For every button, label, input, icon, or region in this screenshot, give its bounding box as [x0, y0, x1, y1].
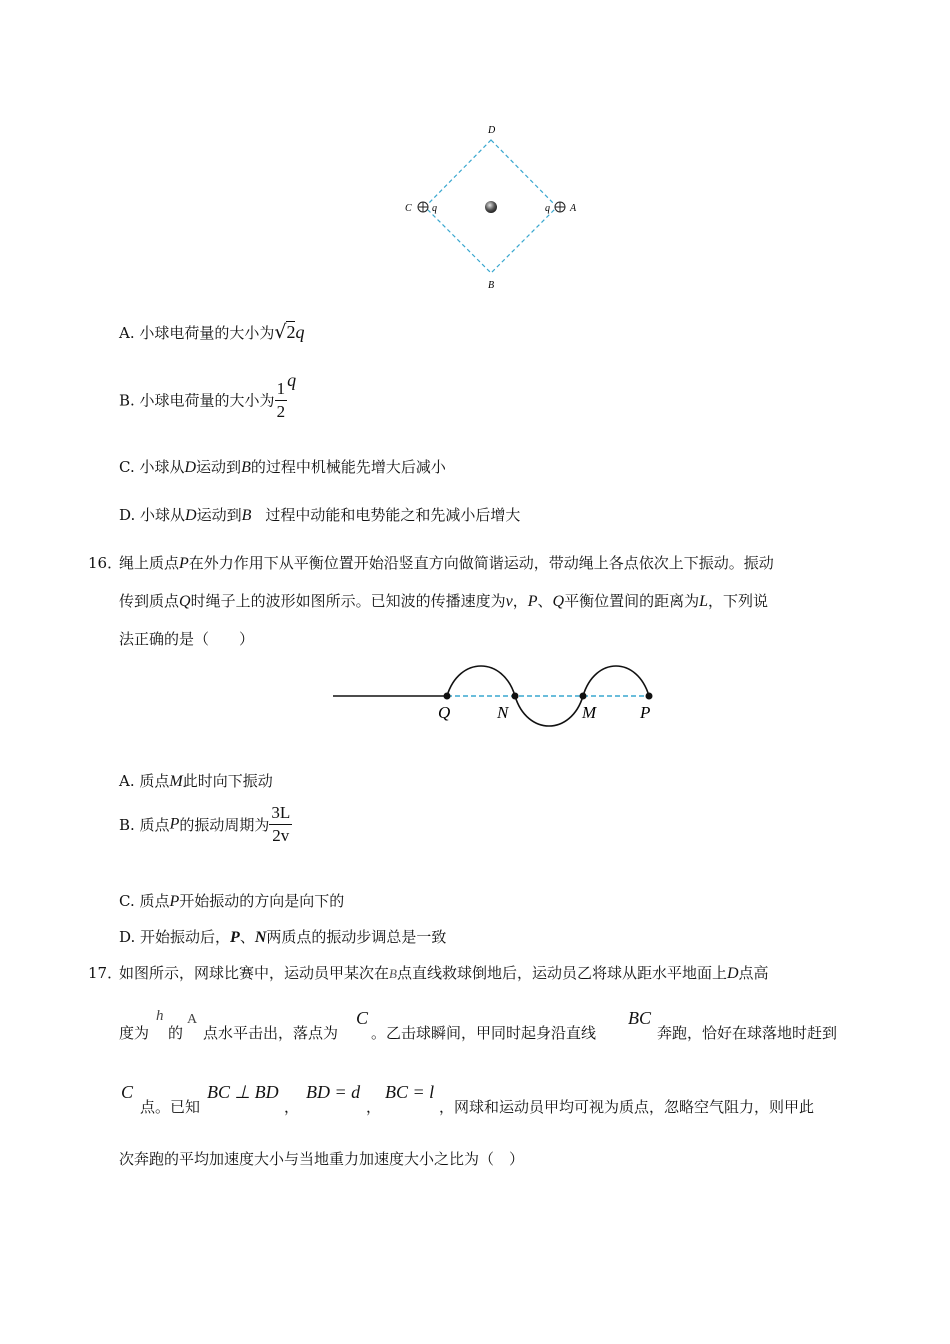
- eq-bc-l: BC = l: [385, 1082, 435, 1102]
- text: 平衡位置间的距离为: [564, 592, 700, 610]
- point-p: [646, 693, 653, 700]
- text: 度为: [119, 1024, 150, 1042]
- text: 传到质点: [119, 592, 180, 610]
- text: 的振动周期为: [179, 816, 270, 834]
- point-m: [580, 693, 587, 700]
- text: 的: [168, 1024, 184, 1042]
- frac-denominator: 2v: [272, 826, 290, 845]
- label-c: C: [405, 203, 412, 214]
- q15-option-c: [119, 456, 446, 477]
- q17-stem-line4: 次奔跑的平均加速度大小与当地重力加速度大小之比为（ ）: [119, 1150, 525, 1168]
- eq-bc-perp-bd: BC ⊥ BD: [207, 1082, 279, 1102]
- small-ball-icon: [485, 201, 497, 213]
- var-p: P: [230, 929, 240, 946]
- text: C. 质点: [119, 892, 170, 910]
- eq-bd-d: BD = d: [306, 1082, 361, 1102]
- var-h: h: [156, 1008, 164, 1024]
- var-q: Q: [552, 593, 565, 610]
- text: 运动到: [196, 506, 242, 524]
- q16-b-fraction: [269, 802, 292, 847]
- var-p: P: [169, 815, 180, 833]
- text: 点水平击出，落点为: [203, 1024, 339, 1042]
- var-b: B: [241, 459, 251, 476]
- text: 时绳子上的波形如图所示。已知波的传播速度为: [190, 592, 506, 610]
- var-p: P: [169, 893, 180, 910]
- charge-c-icon: [418, 202, 428, 212]
- text: 。乙击球瞬间，甲同时起身沿直线: [371, 1024, 597, 1042]
- sqrt-sign: √: [274, 321, 287, 343]
- var-m: M: [169, 773, 183, 790]
- text: 绳上质点: [119, 554, 180, 572]
- text: 、: [239, 928, 255, 946]
- var-d: D: [184, 459, 197, 476]
- var-d: D: [185, 507, 197, 524]
- q15-option-d: [119, 504, 520, 525]
- frac-denominator: 2: [276, 401, 286, 421]
- text: 奔跑，恰好在球落地时赶到: [657, 1024, 838, 1042]
- var-p: P: [527, 593, 538, 610]
- frac-numerator: 1: [275, 378, 288, 401]
- q15-option-a: [119, 312, 304, 353]
- text: D. 小球从: [119, 506, 186, 524]
- var-d: D: [726, 965, 739, 982]
- q16-option-c: [119, 890, 344, 911]
- label-n: N: [497, 703, 509, 722]
- q16-option-b: [119, 802, 292, 847]
- square-charge-figure: [390, 118, 590, 298]
- charge-a-icon: [555, 202, 565, 212]
- text: C. 小球从: [119, 458, 185, 476]
- text: ，: [366, 1098, 382, 1116]
- q15-a-q: q: [295, 322, 305, 342]
- var-b: B: [389, 966, 397, 981]
- text: 在外力作用下从平衡位置开始沿竖直方向做简谐运动，带动绳上各点依次上下振动。振动: [188, 554, 774, 572]
- frac-numerator: 3L: [269, 802, 292, 825]
- label-m: M: [582, 703, 597, 722]
- q16-stem-line2: [119, 590, 768, 611]
- text: ，下列说: [708, 592, 769, 610]
- text: 过程中动能和电势能之和先减小后增大: [265, 506, 521, 524]
- q15-b-fraction: [275, 378, 288, 423]
- text: 的过程中机械能先增大后减小: [250, 458, 446, 476]
- var-bc: BC: [628, 1008, 652, 1028]
- label-d: D: [488, 125, 496, 136]
- charge-right-label: q: [545, 203, 550, 214]
- wave-figure: [325, 650, 675, 740]
- label-q: Q: [438, 703, 451, 722]
- text: 点。已知: [140, 1098, 201, 1116]
- point-n: [512, 693, 519, 700]
- q17-stem-line1: [119, 962, 769, 983]
- label-a: A: [570, 203, 577, 214]
- q15-option-b: [119, 370, 296, 423]
- q16-number: 16．: [88, 554, 123, 572]
- var-a: A: [187, 1012, 198, 1027]
- text: ，: [284, 1098, 300, 1116]
- text: 运动到: [196, 458, 242, 476]
- q17-number: 17．: [88, 964, 123, 982]
- text: A. 质点: [119, 772, 170, 790]
- charge-left-label: q: [432, 203, 437, 214]
- text: 点高: [738, 964, 769, 982]
- var-q: Q: [179, 593, 191, 610]
- sqrt-radicand: 2: [286, 322, 296, 342]
- var-c: C: [356, 1008, 369, 1028]
- var-l: L: [699, 593, 708, 610]
- q16-option-d: [119, 926, 446, 947]
- text: 此时向下振动: [182, 772, 273, 790]
- text: 点直线救球倒地后，运动员乙将球从距水平地面上: [396, 964, 727, 982]
- text: D. 开始振动后，: [119, 928, 231, 946]
- q16-stem-line1: [119, 552, 774, 573]
- q15-option-b-text: B. 小球电荷量的大小为: [119, 391, 275, 410]
- q16-option-a: [119, 770, 273, 791]
- q16-stem-line3: 法正确的是（ ）: [119, 630, 255, 648]
- label-p: P: [640, 703, 651, 722]
- text: ，: [512, 592, 528, 610]
- point-q: [444, 693, 451, 700]
- text: B. 质点: [119, 816, 170, 834]
- text: 两质点的振动步调总是一致: [266, 928, 447, 946]
- text: 如图所示，网球比赛中，运动员甲某次在: [119, 964, 390, 982]
- var-b: B: [241, 507, 252, 524]
- q15-b-q: q: [287, 370, 297, 390]
- label-b: B: [488, 280, 495, 291]
- text: ，网球和运动员甲均可视为质点，忽略空气阻力，则甲此: [439, 1098, 815, 1116]
- var-c: C: [121, 1082, 134, 1102]
- var-n: N: [254, 929, 267, 946]
- var-v: v: [505, 593, 513, 610]
- text: 开始振动的方向是向下的: [179, 892, 345, 910]
- text: 、: [537, 592, 553, 610]
- q15-option-a-text: A. 小球电荷量的大小为: [119, 324, 275, 342]
- var-p: P: [179, 555, 189, 572]
